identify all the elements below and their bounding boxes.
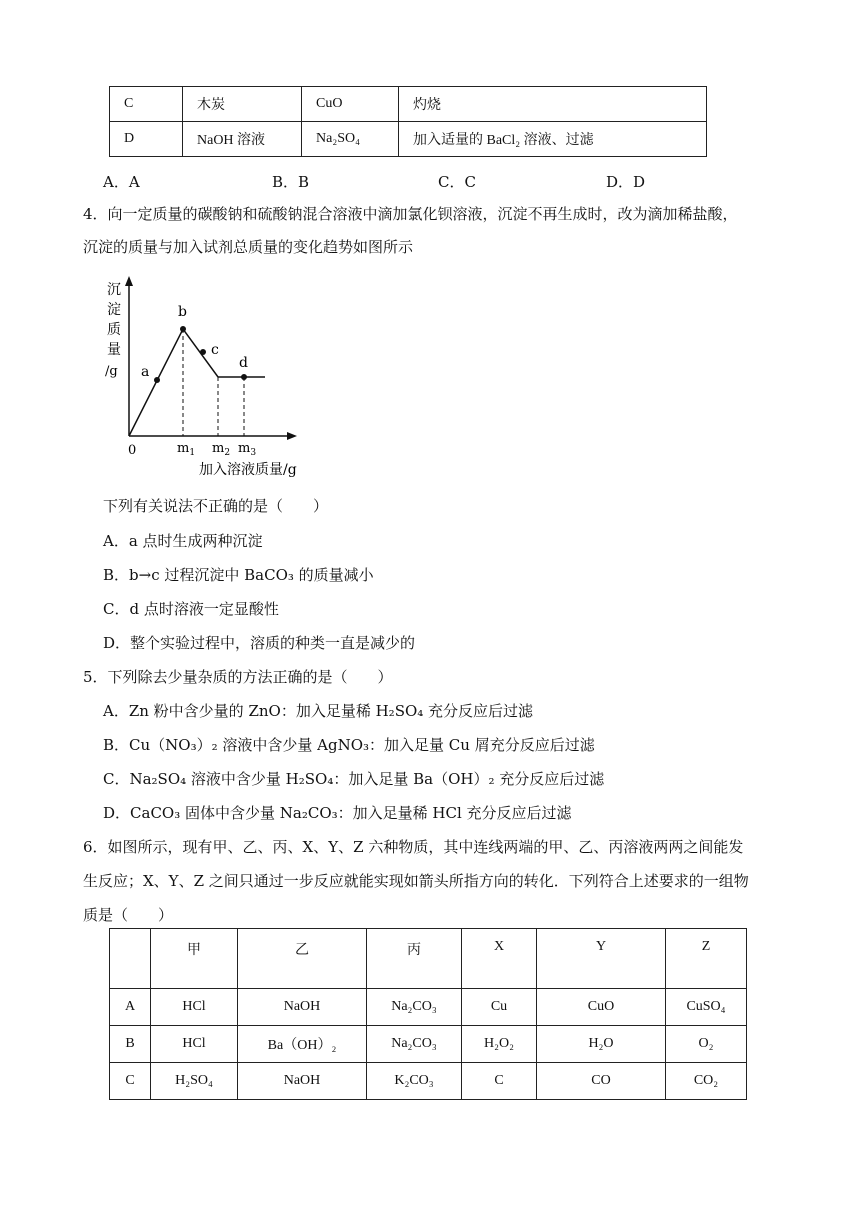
table-cell: H₂SO₄: [151, 1063, 238, 1100]
header-cell: 甲: [151, 929, 238, 989]
table-header-row: [110, 929, 747, 989]
table-cell: HCl: [151, 1026, 238, 1063]
table-row: [110, 1026, 747, 1063]
point-label-c: c: [211, 342, 219, 358]
option-d: D．CaCO₃ 固体中含少量 Na₂CO₃：加入足量稀 HCl 充分反应后过滤: [103, 804, 572, 822]
question-text: 下列有关说法不正确的是（ ）: [103, 497, 329, 515]
table-cell: H₂O₂: [462, 1026, 537, 1063]
y-axis-arrow-icon: [125, 276, 133, 286]
point-label-b: b: [178, 304, 187, 320]
point-label-a: a: [141, 364, 150, 380]
y-axis-label-char: 沉: [107, 282, 121, 298]
question-stem: 6．如图所示，现有甲、乙、丙、X、Y、Z 六种物质，其中连线两端的甲、乙、丙溶液两两之间能发: [83, 838, 744, 856]
option-c: C．Na₂SO₄ 溶液中含少量 H₂SO₄：加入足量 Ba（OH）₂ 充分反应后过滤: [103, 770, 605, 788]
table-row: [110, 1063, 747, 1100]
option-a: A．a 点时生成两种沉淀: [103, 532, 263, 550]
table-cell: C: [110, 87, 183, 122]
point-b: [180, 326, 186, 332]
table-cell: 灼烧: [399, 87, 707, 122]
y-axis-label-char: /g: [105, 364, 118, 379]
y-axis-label-char: 质: [107, 322, 121, 338]
table-cell: CuSO₄: [666, 989, 747, 1026]
table-cell: Na₂SO₄: [302, 122, 399, 157]
table-cell: B: [110, 1026, 151, 1063]
table-cell: CuO: [537, 989, 666, 1026]
header-cell: X: [462, 929, 537, 989]
tick-label-m1: $m_1$: [177, 441, 196, 458]
precipitate-curve: [129, 329, 265, 436]
option-d: D．整个实验过程中，溶质的种类一直是减少的: [103, 634, 416, 652]
tick-label-m3: $m_3$: [238, 441, 257, 458]
x-axis-arrow-icon: [287, 432, 297, 440]
point-a: [154, 377, 160, 383]
table-cell: H₂O: [537, 1026, 666, 1063]
question-stem: 质是（ ）: [83, 906, 174, 924]
table-cell: CO₂: [666, 1063, 747, 1100]
point-d: [241, 374, 247, 380]
option-b: B．B: [272, 173, 310, 191]
header-cell: 丙: [367, 929, 462, 989]
table-cell: C: [110, 1063, 151, 1100]
table-cell: 木炭: [183, 87, 302, 122]
table-row: [110, 87, 707, 122]
impurity-table-q3: [109, 86, 707, 157]
point-label-d: d: [239, 355, 248, 371]
option-a: A．A: [103, 173, 140, 191]
option-b: B．Cu（NO₃）₂ 溶液中含少量 AgNO₃：加入足量 Cu 屑充分反应后过滤: [103, 736, 595, 754]
option-b: B．b→c 过程沉淀中 BaCO₃ 的质量减小: [103, 566, 374, 584]
option-c: C．C: [438, 173, 476, 191]
table-cell: NaOH 溶液: [183, 122, 302, 157]
option-d: D．D: [606, 173, 646, 191]
table-cell: CuO: [302, 87, 399, 122]
header-cell: Y: [537, 929, 666, 989]
substance-table-q6: [109, 928, 747, 1100]
table-cell: Ba（OH）₂: [238, 1026, 367, 1063]
question-stem: 5．下列除去少量杂质的方法正确的是（ ）: [83, 668, 393, 686]
tick-label-m2: $m_2$: [212, 441, 231, 458]
table-cell: HCl: [151, 989, 238, 1026]
table-cell: C: [462, 1063, 537, 1100]
table-row: [110, 122, 707, 157]
table-cell: Na₂CO₃: [367, 989, 462, 1026]
x-axis-label: 加入溶液质量/g: [199, 462, 297, 478]
question-stem: 生反应；X、Y、Z 之间只通过一步反应就能实现如箭头所指方向的转化．下列符合上述要求的一组物: [83, 872, 749, 890]
header-cell: 乙: [238, 929, 367, 989]
table-cell: O₂: [666, 1026, 747, 1063]
table-cell: A: [110, 989, 151, 1026]
option-c: C．d 点时溶液一定显酸性: [103, 600, 279, 618]
table-cell: NaOH: [238, 989, 367, 1026]
table-cell: Cu: [462, 989, 537, 1026]
table-cell: NaOH: [238, 1063, 367, 1100]
table-cell: CO: [537, 1063, 666, 1100]
table-cell: K₂CO₃: [367, 1063, 462, 1100]
table-row: [110, 989, 747, 1026]
table-cell: D: [110, 122, 183, 157]
origin-label: 0: [128, 443, 137, 458]
precipitate-mass-graph: [95, 272, 315, 482]
header-cell: [110, 929, 151, 989]
y-axis-label-char: 量: [107, 342, 121, 358]
question-stem: 4．向一定质量的碳酸钠和硫酸钠混合溶液中滴加氯化钡溶液，沉淀不再生成时，改为滴加稀盐酸，: [83, 205, 738, 223]
question-stem: 沉淀的质量与加入试剂总质量的变化趋势如图所示: [83, 238, 414, 256]
option-a: A．Zn 粉中含少量的 ZnO：加入足量稀 H₂SO₄ 充分反应后过滤: [103, 702, 534, 720]
y-axis-label-char: 淀: [107, 302, 121, 318]
point-c: [200, 349, 206, 355]
header-cell: Z: [666, 929, 747, 989]
table-cell: 加入适量的 BaCl₂ 溶液、过滤: [399, 122, 707, 157]
table-cell: Na₂CO₃: [367, 1026, 462, 1063]
